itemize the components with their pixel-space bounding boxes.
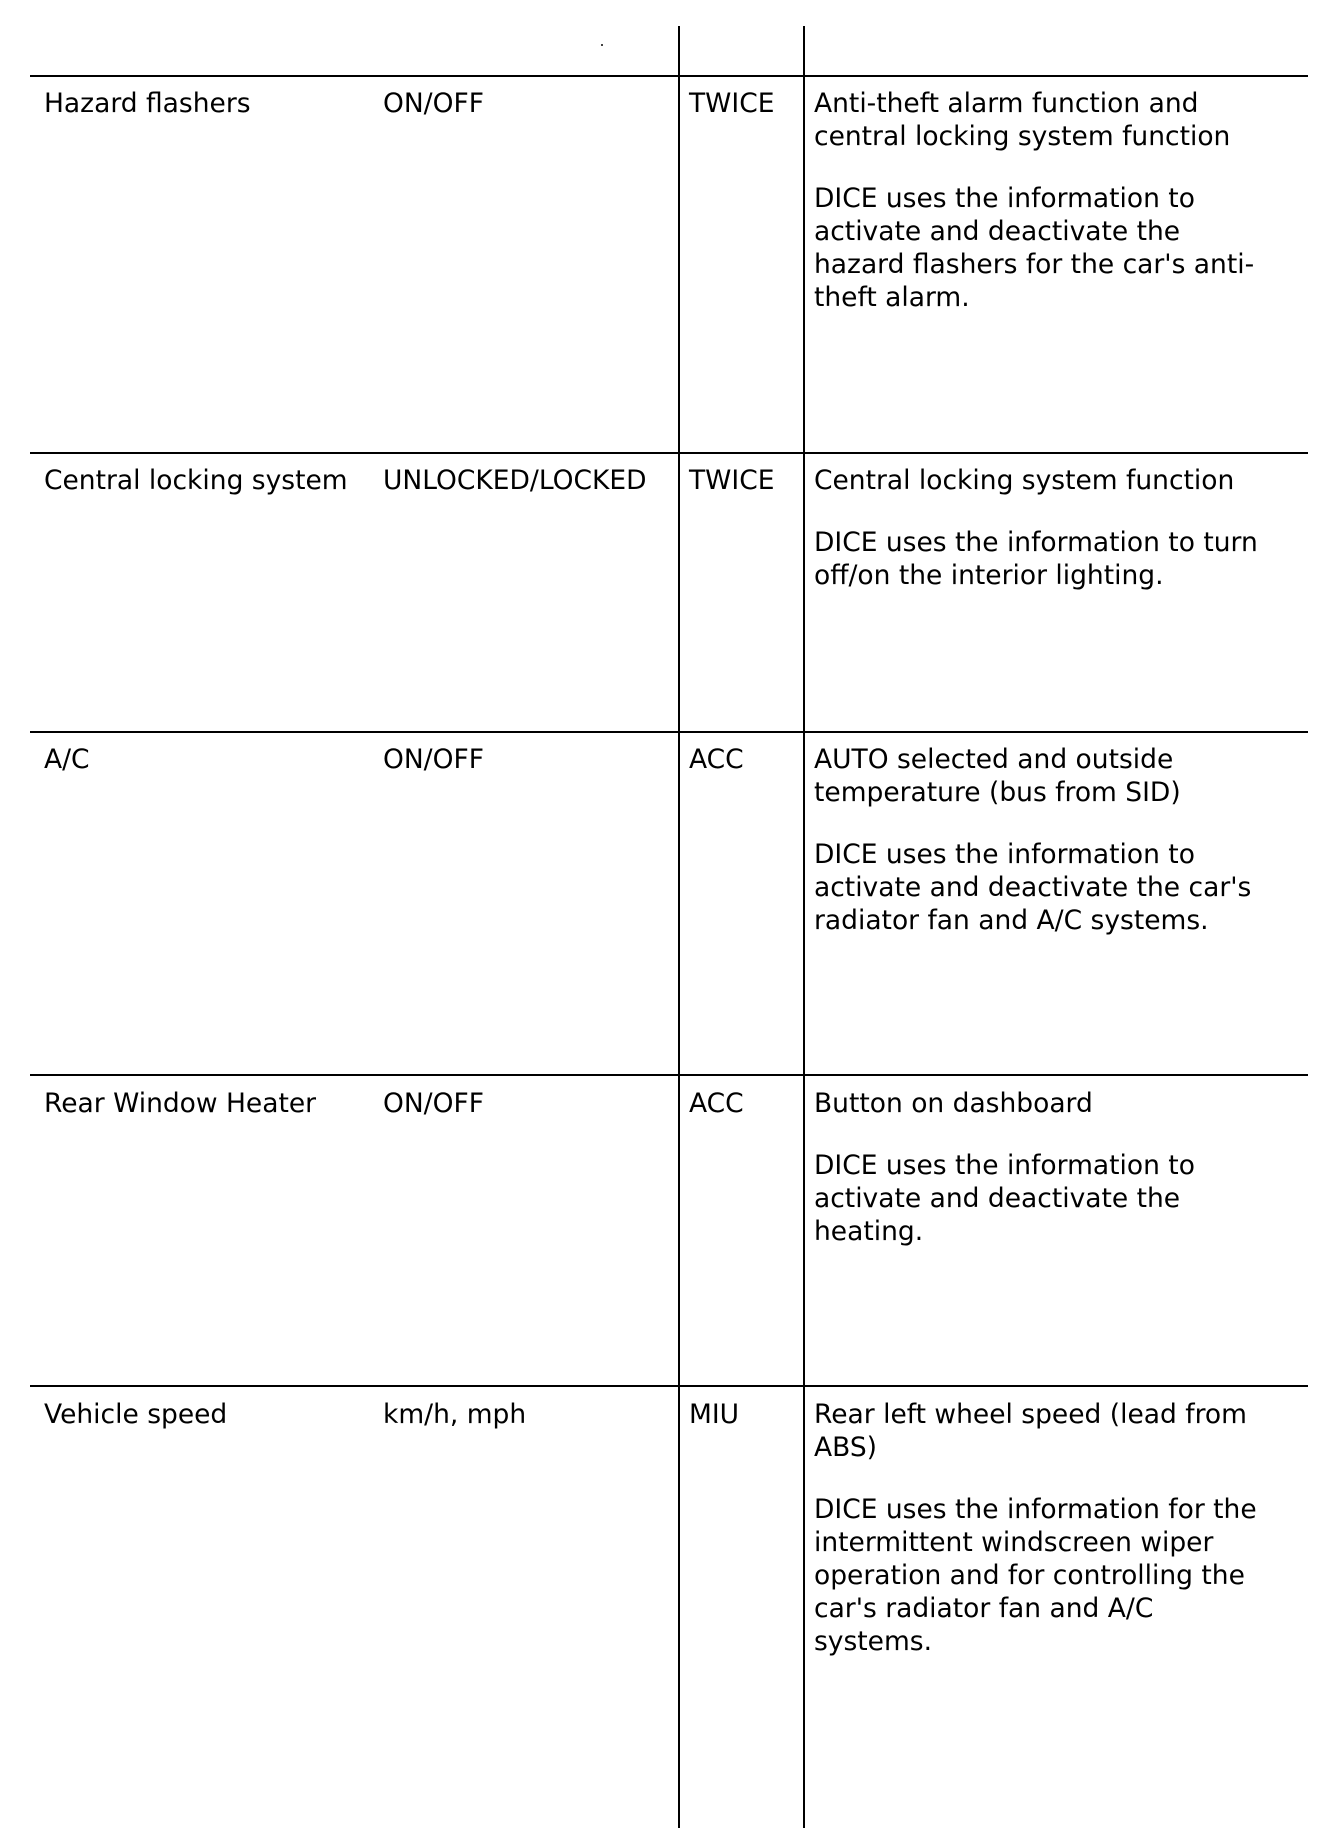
description-paragraph: [814, 1149, 1302, 1248]
description-line: intermittent windscreen wiper: [814, 1527, 1214, 1558]
description-line: off/on the interior lighting.: [814, 560, 1164, 591]
description-line: hazard flashers for the car's anti-: [814, 249, 1255, 280]
description-paragraph: [814, 464, 1302, 497]
description-line: temperature (bus from SID): [814, 777, 1181, 808]
description-paragraph: [814, 743, 1302, 809]
signal-description: [814, 464, 1302, 592]
row-divider: [30, 1074, 1308, 1076]
scan-speck: [601, 44, 603, 46]
description-paragraph: [814, 87, 1302, 153]
description-line: DICE uses the information for the: [814, 1494, 1257, 1525]
signal-description: [814, 87, 1302, 314]
description-paragraph: [814, 526, 1302, 592]
description-paragraph: [814, 1493, 1302, 1658]
description-line: radiator fan and A/C systems.: [814, 905, 1209, 936]
description-line: activate and deactivate the: [814, 1183, 1181, 1214]
description-paragraph: [814, 1087, 1302, 1120]
description-line: operation and for controlling the: [814, 1560, 1245, 1591]
description-line: Rear left wheel speed (lead from: [814, 1399, 1247, 1430]
signal-source: ACC: [689, 1088, 744, 1119]
description-line: theft alarm.: [814, 282, 970, 313]
row-divider: [30, 1385, 1308, 1387]
signal-source: ACC: [689, 744, 744, 775]
signal-description: [814, 1398, 1302, 1658]
signal-source: MIU: [689, 1399, 740, 1430]
description-line: ABS): [814, 1432, 878, 1463]
description-line: heating.: [814, 1216, 924, 1247]
description-line: Button on dashboard: [814, 1088, 1093, 1119]
signal-name: A/C: [44, 744, 90, 775]
signal-values: UNLOCKED/LOCKED: [383, 465, 647, 496]
signal-source: TWICE: [689, 88, 775, 119]
signal-values: km/h, mph: [383, 1399, 527, 1430]
description-line: central locking system function: [814, 121, 1231, 152]
description-line: car's radiator fan and A/C: [814, 1593, 1154, 1624]
description-line: systems.: [814, 1626, 933, 1657]
row-divider: [30, 452, 1308, 454]
description-paragraph: [814, 1398, 1302, 1464]
description-line: DICE uses the information to: [814, 1150, 1195, 1181]
description-line: DICE uses the information to: [814, 839, 1195, 870]
description-line: DICE uses the information to: [814, 183, 1195, 214]
description-line: Anti-theft alarm function and: [814, 88, 1199, 119]
signal-name: Hazard flashers: [44, 88, 251, 119]
signal-name: Rear Window Heater: [44, 1088, 317, 1119]
signal-values: ON/OFF: [383, 88, 484, 119]
description-line: activate and deactivate the: [814, 216, 1181, 247]
row-divider: [30, 75, 1308, 77]
description-paragraph: [814, 838, 1302, 937]
signal-name: Vehicle speed: [44, 1399, 228, 1430]
signal-values: ON/OFF: [383, 1088, 484, 1119]
signal-name: Central locking system: [44, 465, 348, 496]
signal-description: [814, 1087, 1302, 1248]
column-divider-1: [678, 26, 680, 1828]
signal-description: [814, 743, 1302, 937]
description-line: AUTO selected and outside: [814, 744, 1174, 775]
signal-source: TWICE: [689, 465, 775, 496]
row-divider: [30, 731, 1308, 733]
column-divider-2: [803, 26, 805, 1828]
signal-values: ON/OFF: [383, 744, 484, 775]
description-line: activate and deactivate the car's: [814, 872, 1252, 903]
description-paragraph: [814, 182, 1302, 314]
description-line: DICE uses the information to turn: [814, 527, 1258, 558]
description-line: Central locking system function: [814, 465, 1235, 496]
